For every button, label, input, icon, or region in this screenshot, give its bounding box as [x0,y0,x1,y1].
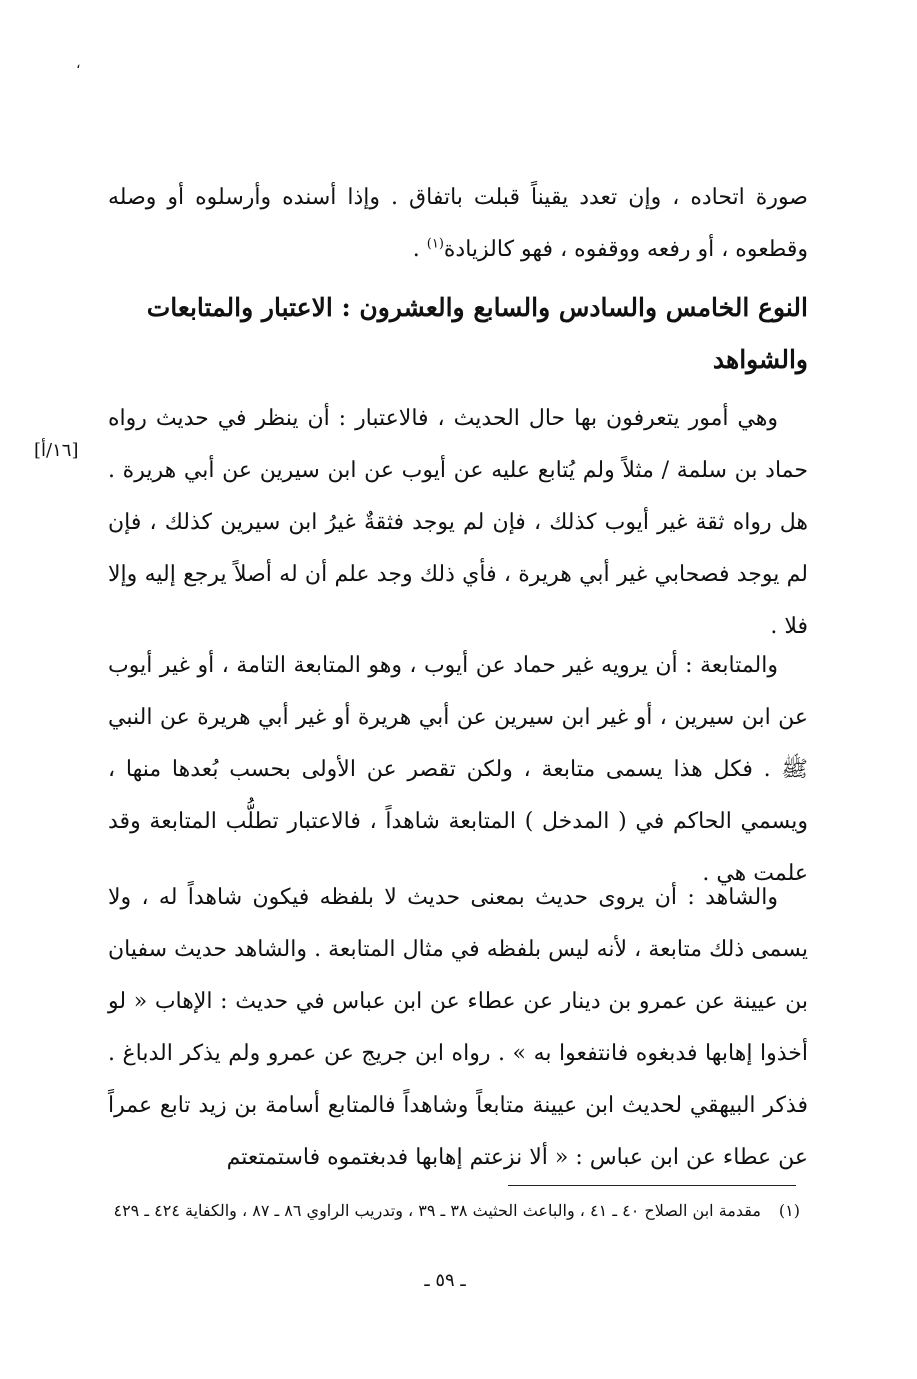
continuation-text [108,172,808,276]
paragraph-mutabaa: والمتابعة : أن يرويه غير حماد عن أيوب ، وهو المتابعة التامة ، أو غير أيوب عن ابن سيرين ، أو غير ابن سيرين عن أبي هريرة أو غير أبي هريرة عن النبي ﷺ . فكل هذا يسمى متابعة ، ولكن تقصر عن الأولى بحسب بُعدها منها ، ويسمي الحاكم في ( المدخل ) المتابعة شاهداً ، فالاعتبار تطلُّب المتابعة وقد علمت هي . [108,653,808,886]
footnote [100,1196,800,1226]
top-mark: ، [76,56,81,72]
page-number: ـ ٥٩ ـ [424,1270,466,1291]
footnote-number: (١) [778,1201,800,1220]
footnote-ref-1: (١) [426,236,444,252]
section-heading: النوع الخامس والسادس والسابع والعشرون : الاعتبار والمتابعات والشواهد [146,293,808,374]
footnote-divider [508,1185,796,1186]
continuation-end: . [412,237,427,262]
paragraph-shahid: والشاهد : أن يروى حديث بمعنى حديث لا بلفظه فيكون شاهداً له ، ولا يسمى ذلك متابعة ، لأنه ليس بلفظه في مثال المتابعة . والشاهد حديث سفيان بن عيينة عن عمرو بن دينار عن عطاء عن ابن عباس في حديث : الإهاب « لو أخذوا إهابها فدبغوه فانتفعوا به » . رواه ابن جريج عن عمرو ولم يذكر الدباغ . فذكر البيهقي لحديث ابن عيينة متابعاً وشاهداً فالمتابع أسامة بن زيد تابع عمراً عن عطاء عن ابن عباس : « ألا نزعتم إهابها فدبغتموه فاستمتعتم [108,885,808,1170]
continuation-body: صورة اتحاده ، وإن تعدد يقيناً قبلت باتفاق . وإذا أسنده وأرسلوه أو وصله وقطعوه ، أو رفعه ووقفوه ، فهو كالزيادة [108,185,808,262]
manuscript-folio-ref: [١٦/أ] [34,440,79,461]
footnote-text: مقدمة ابن الصلاح ٤٠ ـ ٤١ ، والباعث الحثيث ٣٨ ـ ٣٩ ، وتدريب الراوي ٨٦ ـ ٨٧ ، والكفاية ٤٢٤ ـ ٤٢٩ [113,1201,761,1220]
paragraph-itibar: وهي أمور يتعرفون بها حال الحديث ، فالاعتبار : أن ينظر في حديث رواه حماد بن سلمة / مثلاً ولم يُتابع عليه عن أيوب عن ابن سيرين عن أبي هريرة . هل رواه ثقة غير أيوب كذلك ، فإن لم يوجد فثقةٌ غيرُ ابن سيرين كذلك ، فإن لم يوجد فصحابي غير أبي هريرة ، فأي ذلك وجد علم أن له أصلاً يرجع إليه وإلا فلا . [108,406,808,639]
